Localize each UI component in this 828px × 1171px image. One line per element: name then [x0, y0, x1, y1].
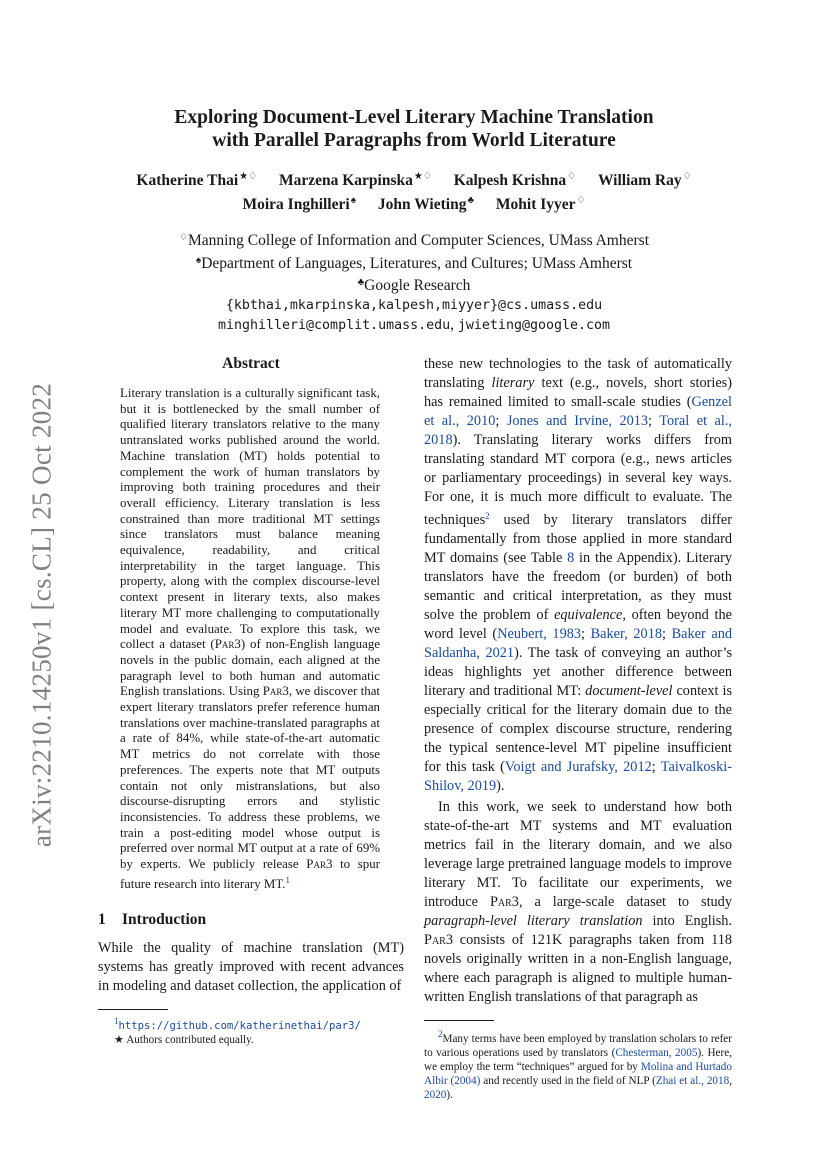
- author: [496, 191, 586, 215]
- author: [454, 167, 576, 191]
- affiliations: [100, 228, 728, 336]
- footnote-text: ).: [446, 1089, 453, 1101]
- body-text: used by literary translators differ fundamentally from those applied in more standard MT domains (see Table: [424, 512, 732, 566]
- author-name: Kalpesh Krishna: [453, 172, 567, 189]
- citation-link[interactable]: Zhai et al., 2018: [655, 1075, 730, 1087]
- abstract-text: to spur future research into literary MT.: [120, 857, 380, 891]
- footnote-text: ). Here, we employ the term “techniques” argued for by: [424, 1047, 733, 1073]
- abstract-text: , we discover that expert literary translators prefer reference human translations over machine-translated paragraphs at a rate of 84%, while state-of-the-art automatic MT metrics do not correlate with those preferences. The experts note that MT outputs contain not only mistranslations, but also discourse-disrupting errors and stylistic inconsistencies. To address these problems, we train a post-editing model whose output is preferred over normal MT output at a rate of 69% by experts. We publicly release: [120, 684, 380, 872]
- footnote: [114, 1033, 404, 1047]
- footnote-rule: [424, 1020, 494, 1021]
- author: [378, 191, 474, 215]
- affiliation-text: Manning College of Information and Computer Sciences, UMass Amherst: [187, 232, 649, 249]
- citation-link[interactable]: 2020: [424, 1089, 447, 1101]
- affiliation: [100, 228, 728, 251]
- citation-link[interactable]: Baker and Saldanha, 2021: [424, 626, 733, 661]
- author: [136, 167, 257, 191]
- author-name: Marzena Karpinska: [278, 172, 413, 189]
- dataset-name: Par3: [306, 857, 333, 872]
- section-heading: [98, 911, 404, 929]
- footnote-ref-link[interactable]: 1: [285, 874, 290, 885]
- author-affil-mark: ★♢: [239, 171, 258, 182]
- citation-link[interactable]: Chesterman, 2005: [615, 1047, 698, 1059]
- footnote-ref-link[interactable]: 2: [485, 511, 490, 521]
- table-ref-link[interactable]: 8: [567, 550, 575, 566]
- citation-link[interactable]: Toral et al., 2018: [424, 413, 732, 448]
- right-column: [424, 355, 732, 1102]
- arxiv-identifier: [22, 370, 62, 860]
- intro-paragraph: While the quality of machine translation (MT) systems has greatly improved with recent advances in modeling and dataset collection, the application of: [98, 939, 404, 994]
- arxiv-identifier-text: arXiv:2210.14250v1 [cs.CL] 25 Oct 2022: [26, 382, 57, 848]
- citation-link[interactable]: Jones and Irvine, 2013: [506, 413, 649, 429]
- paper-title: [100, 106, 728, 152]
- author-name: William Ray: [597, 172, 682, 189]
- body-paragraph: [424, 798, 732, 1007]
- emphasis: paragraph-level literary translation: [424, 913, 643, 929]
- author-affil-mark: ♢: [682, 171, 692, 182]
- author-name: Katherine Thai: [136, 172, 239, 189]
- star-icon: ★: [114, 1033, 125, 1046]
- affiliation-mark: ♠: [195, 254, 202, 266]
- dataset-name: Par3: [424, 932, 453, 948]
- body-text: context is especially critical for the literary domain due to the presence of complex discourse structure, rendering the typical sentence-level MT pipeline insufficient for this task (: [424, 683, 733, 775]
- body-paragraph: these new technologies to the task of automatically translating literary text (e.g., novels, short stories) has remained limited to small-scale studies (Genzel et al., 2010; Jones and Irvine, 2013; Toral et al., 2018). Translating literary works differs from translating standard MT corpora (e.g., news articles or parliamentary proceedings) in several key ways. For one, it is much more difficult to evaluate. The techniques$^2$ used by literary translators differ fundamentally from those applied in more standard MT domains (see Table 8 in the Appendix). Literary translators have the freedom (or burden) of both semantic and critical interpretation, as they must solve the problem of equivalence, often beyond the word level (Neubert, 1983; Baker, 2018; Baker and Saldanha, 2021). The task of conveying an author’s ideas highlights yet another difference between literary and traditional MT: document-level context is especially critical for the literary domain due to the presence of complex discourse structure, rendering the typical sentence-level MT pipeline insufficient for this task (Voigt and Jurafsky, 2012; Taivalkoski-Shilov, 2019).: [424, 356, 733, 794]
- affiliation-mark: ♣: [357, 277, 365, 288]
- abstract-text: ) of non-English language novels in the public domain, each aligned at the paragraph level to both human and automatic English translations. Using: [120, 637, 381, 699]
- body-text: these new technologies to the task of automatically translating: [424, 356, 732, 391]
- body-text: ).: [496, 778, 505, 794]
- footnote-text: Many terms have been employed by translation scholars to refer to various operations used by translators (: [424, 1033, 732, 1059]
- body-text: in the Appendix). Literary translators have the freedom (or burden) of both semantic and critical interpretation, as they must solve the problem of: [424, 550, 732, 623]
- abstract-text: Literary translation is a culturally significant task, but it is bottlenecked by the small number of qualified literary translators relative to the many untranslated works published around the world. Machine translation (MT) holds potential to complement the work of human translators by improving both training procedures and their overall efficiency. Literary translation is less constrained than more traditional MT settings since translators must balance meaning equivalence, readability, and critical interpretability in the target language. This property, along with the complex discourse-level context present in literary texts, also makes literary MT more challenging to computationally model and evaluate. To explore this task, we collect a dataset (: [120, 386, 380, 652]
- email-line: minghilleri@complit.umass.edu, jwieting@google.com: [217, 316, 611, 333]
- section-number: 1: [98, 910, 106, 928]
- dataset-name: Par3: [214, 637, 241, 652]
- affiliation: [100, 273, 728, 296]
- body-text: text (e.g., novels, short stories) has remained limited to small-scale studies (: [424, 375, 732, 410]
- repository-link[interactable]: https://github.com/katherinethai/par3/: [118, 1019, 361, 1032]
- body-text: into English.: [642, 913, 733, 929]
- author-name: Moira Inghilleri: [242, 196, 350, 213]
- section-title: Introduction: [122, 910, 207, 928]
- author-affil-mark: ♢: [576, 195, 586, 206]
- author-name: Mohit Iyyer: [495, 196, 576, 213]
- citation-link[interactable]: Genzel et al., 2010: [424, 394, 732, 429]
- title-line-1: Exploring Document-Level Literary Machine Translation: [174, 107, 654, 128]
- affiliation-text: Department of Languages, Literatures, and Cultures; UMass Amherst: [201, 254, 633, 272]
- citation-link[interactable]: Taivalkoski-Shilov, 2019: [424, 759, 732, 794]
- author-affil-mark: ♢: [567, 171, 577, 182]
- affiliation: [100, 251, 728, 274]
- author-affil-mark: ♠: [350, 195, 356, 206]
- footnote-text: and recently used in the field of NLP (: [480, 1075, 656, 1087]
- author: [242, 191, 356, 215]
- dataset-name: Par3: [262, 684, 289, 699]
- citation-link[interactable]: Molina and Hurtado Albir (2004): [424, 1061, 732, 1087]
- citation-link[interactable]: Neubert, 1983: [497, 626, 582, 642]
- emphasis: literary: [491, 375, 535, 391]
- body-text: ). The task of conveying an author’s ideas highlights yet another difference between literary and traditional MT:: [424, 645, 733, 699]
- footnote: [114, 1014, 404, 1033]
- footnotes-left: [98, 1014, 404, 1047]
- emphasis: document-level: [585, 683, 673, 699]
- body-text: In this work, we seek to understand how both state-of-the-art MT systems and MT evaluation metrics fail in the literary domain, and we also leverage large pretrained language models to improve literary MT. To facilitate our experiments, we introduce: [424, 799, 732, 910]
- email: jwieting@google.com: [457, 318, 611, 333]
- citation-link[interactable]: Baker, 2018: [590, 626, 662, 642]
- body-text: , often beyond the word level (: [424, 607, 732, 642]
- affiliation-mark: ♢: [178, 232, 188, 243]
- title-line-2: with Parallel Paragraphs from World Literature: [212, 130, 616, 151]
- body-text: , a large-scale dataset to study: [518, 894, 732, 910]
- footnote-rule: [98, 1009, 168, 1010]
- body-text: consists of 121K paragraphs taken from 118 novels originally written in a non-English language, where each paragraph is aligned to multiple human-written English translations of that paragraph as: [424, 932, 732, 1005]
- author: [598, 167, 692, 191]
- author-name: John Wieting: [377, 196, 467, 213]
- abstract-heading: Abstract: [222, 355, 280, 372]
- footnote-text: Authors contributed equally.: [126, 1033, 254, 1046]
- footnote-mark: 1: [114, 1015, 119, 1026]
- author: [279, 167, 432, 191]
- abstract-body: [120, 386, 380, 893]
- footnote-mark: 2: [438, 1029, 443, 1039]
- dataset-name: Par3: [489, 894, 519, 910]
- author-affil-mark: ♣: [467, 195, 475, 206]
- body-text: ). Translating literary works differs from translating standard MT corpora (e.g., news articles or parliamentary proceedings) in several key ways. For one, it is much more difficult to evaluate. The techniques: [424, 432, 732, 528]
- footnote-2: $^2$Many terms have been employed by translation scholars to refer to various operations used by translators (Chesterman, 2005). Here, we employ the term “techniques” argued for by Molina and Hurtado Albir (2004) and recently used in the field of NLP (Zhai et al., 2018, 2020).: [424, 1029, 733, 1101]
- emphasis: equivalence: [554, 607, 623, 623]
- citation-link[interactable]: Voigt and Jurafsky, 2012: [504, 759, 652, 775]
- left-column: [98, 354, 404, 1047]
- email-line: {kbthai,mkarpinska,kalpesh,miyyer}@cs.umass.edu: [225, 297, 603, 313]
- affiliation-text: Google Research: [364, 277, 471, 294]
- email: minghilleri@complit.umass.edu: [217, 318, 451, 333]
- author-list: [100, 167, 728, 215]
- author-affil-mark: ★♢: [413, 171, 432, 182]
